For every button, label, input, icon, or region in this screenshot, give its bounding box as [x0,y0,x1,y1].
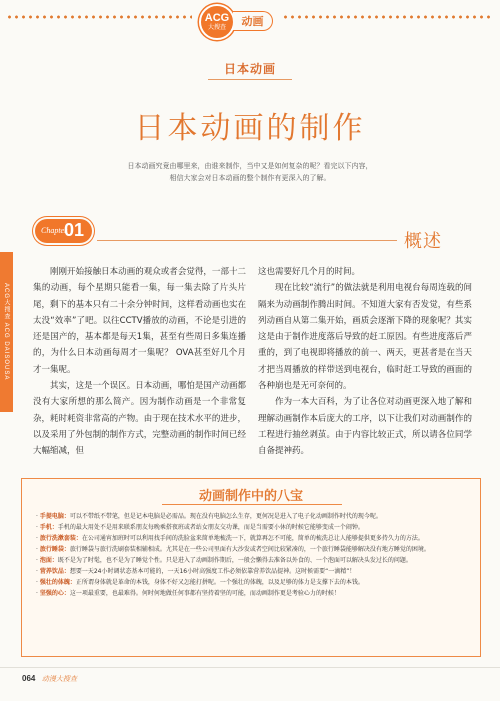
list-item: · 营养饮品：想要一天24小时调状态基本可能的，一天16小时高强度工作必须依靠营养饮品提神。这时候需要“一滴精”！ [36,568,356,575]
list-item-text: 既不是为了时髦，也不是为了睡觉个性。只是进入了动画制作期后，一般会懒得去准备以外食的、一个泡面可以解决头发过长的问题。 [57,557,412,564]
chapter-number: 01 [64,220,85,240]
page-footer [22,674,77,684]
list-item-text: 在公司通宵加班时可以利用找手间的洗脸盆来简单地梳洗一下，就算再怎不可能，简单的梳洗总让人能够提供更多持久力的方法。 [81,535,424,542]
chapter-title: 概述 [404,231,442,252]
body-column-right [258,264,472,460]
list-item-text: 旅行睡袋与旅行洗刷套装相辅相成。尤其是在一些公司里面有大沙发或者空间比较紧凑的，一个旅行睡袋能够解决没有地方睡觉的困境。 [69,546,430,553]
header-dots-left [6,14,192,20]
list-item-term: 强壮的体魄： [39,579,76,586]
section-subtitle: 日本动画 [223,62,276,76]
list-item: · 旅行睡袋：旅行睡袋与旅行洗刷套装相辅相成。尤其是在一些公司里面有大沙发或者空间比较紧凑的，一个旅行睡袋能够解决没有地方睡觉的困境。 [36,546,430,553]
list-item: · 手机：手机的最大用处不是用来联系朋友每晚乘搭夜班或者站女朋友交功课，而是当需要小休的时候它能够变成一个闹钟。 [36,524,364,531]
page-title: 日本动画的制作 [134,111,366,146]
chapter-divider [97,240,397,241]
badge-bottom-text: 大搜查 [207,24,226,31]
list-item-text: 手机的最大用处不是用来联系朋友每晚乘搭夜班或者站女朋友交功课，而是当需要小休的时候它能够变成一个闹钟。 [57,524,364,531]
body-paragraph: 现在比较“流行”的做法就是利用电视台每周连载的间隔来为动画制作腾出时间。不知道大家有否发觉，有些系列动画自从第二集开始，画质会逐渐下降的现象呢？其实这是由于制作进度落后导致的赶工原因。有些进度落后严重的，到了电视即将播放的前一、两天，更甚者是在当天才把当周播放的样带送到电视台，临时赶工导致的画面的各种崩也是无可奈何的。 [258,283,472,392]
list-item-text: 这一项最重要，也最难得。何时何地做任何事都有坚持着坚的可能，而动画制作更是考验心力的时候！ [69,590,340,597]
intro-line-1: 日本动画究竟由哪里来，由谁来制作，当中又是如何复杂的呢？看完以下内容， [127,162,373,170]
badge-top-text: ACG [204,12,230,24]
sidebar-box-list [36,511,468,599]
list-item-term: 旅行睡袋： [39,546,70,553]
acg-logo-badge [199,4,235,40]
page-number: 064 [22,674,36,683]
list-item-text: 可以不带纸不带笔，但是记本电脑是必需品。现在没有电脑怎么生存，更何况是进入了电子化动画制作时代的现今呢。 [69,513,382,520]
list-item: · 旅行洗漱套装：在公司通宵加班时可以利用找手间的洗脸盆来简单地梳洗一下，就算再怎不可能，简单的梳洗总让人能够提供更多持久力的方法。 [36,535,424,542]
list-item: · 手提电脑：可以不带纸不带笔，但是记本电脑是必需品。现在没有电脑怎么生存，更何况是进入了电子化动画制作时代的现今呢。 [36,513,382,520]
body-paragraph: 其实，这是一个误区。日本动画，哪怕是国产动画都没有大家所想的那么简产。因为制作动画是一个非常复杂，耗时耗资非常高的产物。由于现在技术水平的进步，以及采用了外包制的制作方式，完整动画的制作时间已经大幅缩减，但 [33,381,246,457]
body-paragraph: 刚刚开始接触日本动画的观众或者会觉得，一部十二集的动画，每个星期只能看一集，每一集去除了片头片尾，剩下的基本只有二十余分钟时间，这样看动画也实在太没“效率”了吧。以往CCTV播放的动画，不论是引进的还是国产的，基本都是每天1集，甚至有些周日多集连播的，为什么日本动画每周才一集呢？ OVA甚至好几个月才一集呢。 [33,267,246,375]
list-item-term: 手提电脑： [39,513,70,520]
body-paragraph: 这也需要好几个月的时间。 [258,267,361,277]
side-strip [0,252,13,412]
list-item-term: 手机： [39,524,58,531]
footer-divider [0,667,500,668]
list-item-term: 旅行洗漱套装： [39,535,82,542]
section-tag: 动画 [233,11,273,31]
intro-line-2: 相信大家会对日本动画的整个制作有更深入的了解。 [169,174,331,182]
body-paragraph: 作为一本大百科，为了让各位对动画更深入地了解和理解动画制作本后庞大的工序，以下让我们对动画制作的工程进行抽丝剥茧。由于内容比较正式，所以请各位同学自备提神药。 [258,397,472,457]
body-column-left [33,264,246,460]
magazine-name: 动漫大搜查 [41,675,77,683]
list-item-text: 正所谓身体就是革命的本钱，身体不好又怎能打拼呢。一个强壮的体魄，以及足够的体力是支撑下去的本钱。 [75,579,364,586]
chapter-badge [35,219,92,243]
list-item: · 泡面：既不是为了时髦，也不是为了睡觉个性。只是进入了动画制作期后，一般会懒得去准备以外食的、一个泡面可以解决头发过长的问题。 [36,557,412,564]
chapter-label: Chapter [41,226,68,235]
list-item: · 强壮的体魄：正所谓身体就是革命的本钱，身体不好又怎能打拼呢。一个强壮的体魄，以及足够的体力是支撑下去的本钱。 [36,579,364,586]
list-item-term: 坚强的心： [39,590,70,597]
list-item-term: 营养饮品： [39,568,70,575]
sidebar-box [21,478,481,657]
list-item-term: 泡面： [39,557,58,564]
list-item-text: 想要一天24小时调状态基本可能的，一天16小时高强度工作必须依靠营养饮品提神。这时候需要“一滴精”！ [69,568,356,575]
article-intro [80,160,420,184]
sidebar-box-title-underline [162,504,342,505]
sidebar-box-title: 动画制作中的八宝 [198,489,303,504]
side-strip-text: ACG大搜查 ACG DAISOUSA [3,283,9,381]
subtitle-underline [208,79,292,80]
header-dots-right [282,14,494,20]
list-item: · 坚强的心：这一项最重要，也最难得。何时何地做任何事都有坚持着坚的可能，而动画制作更是考验心力的时候！ [36,590,340,597]
